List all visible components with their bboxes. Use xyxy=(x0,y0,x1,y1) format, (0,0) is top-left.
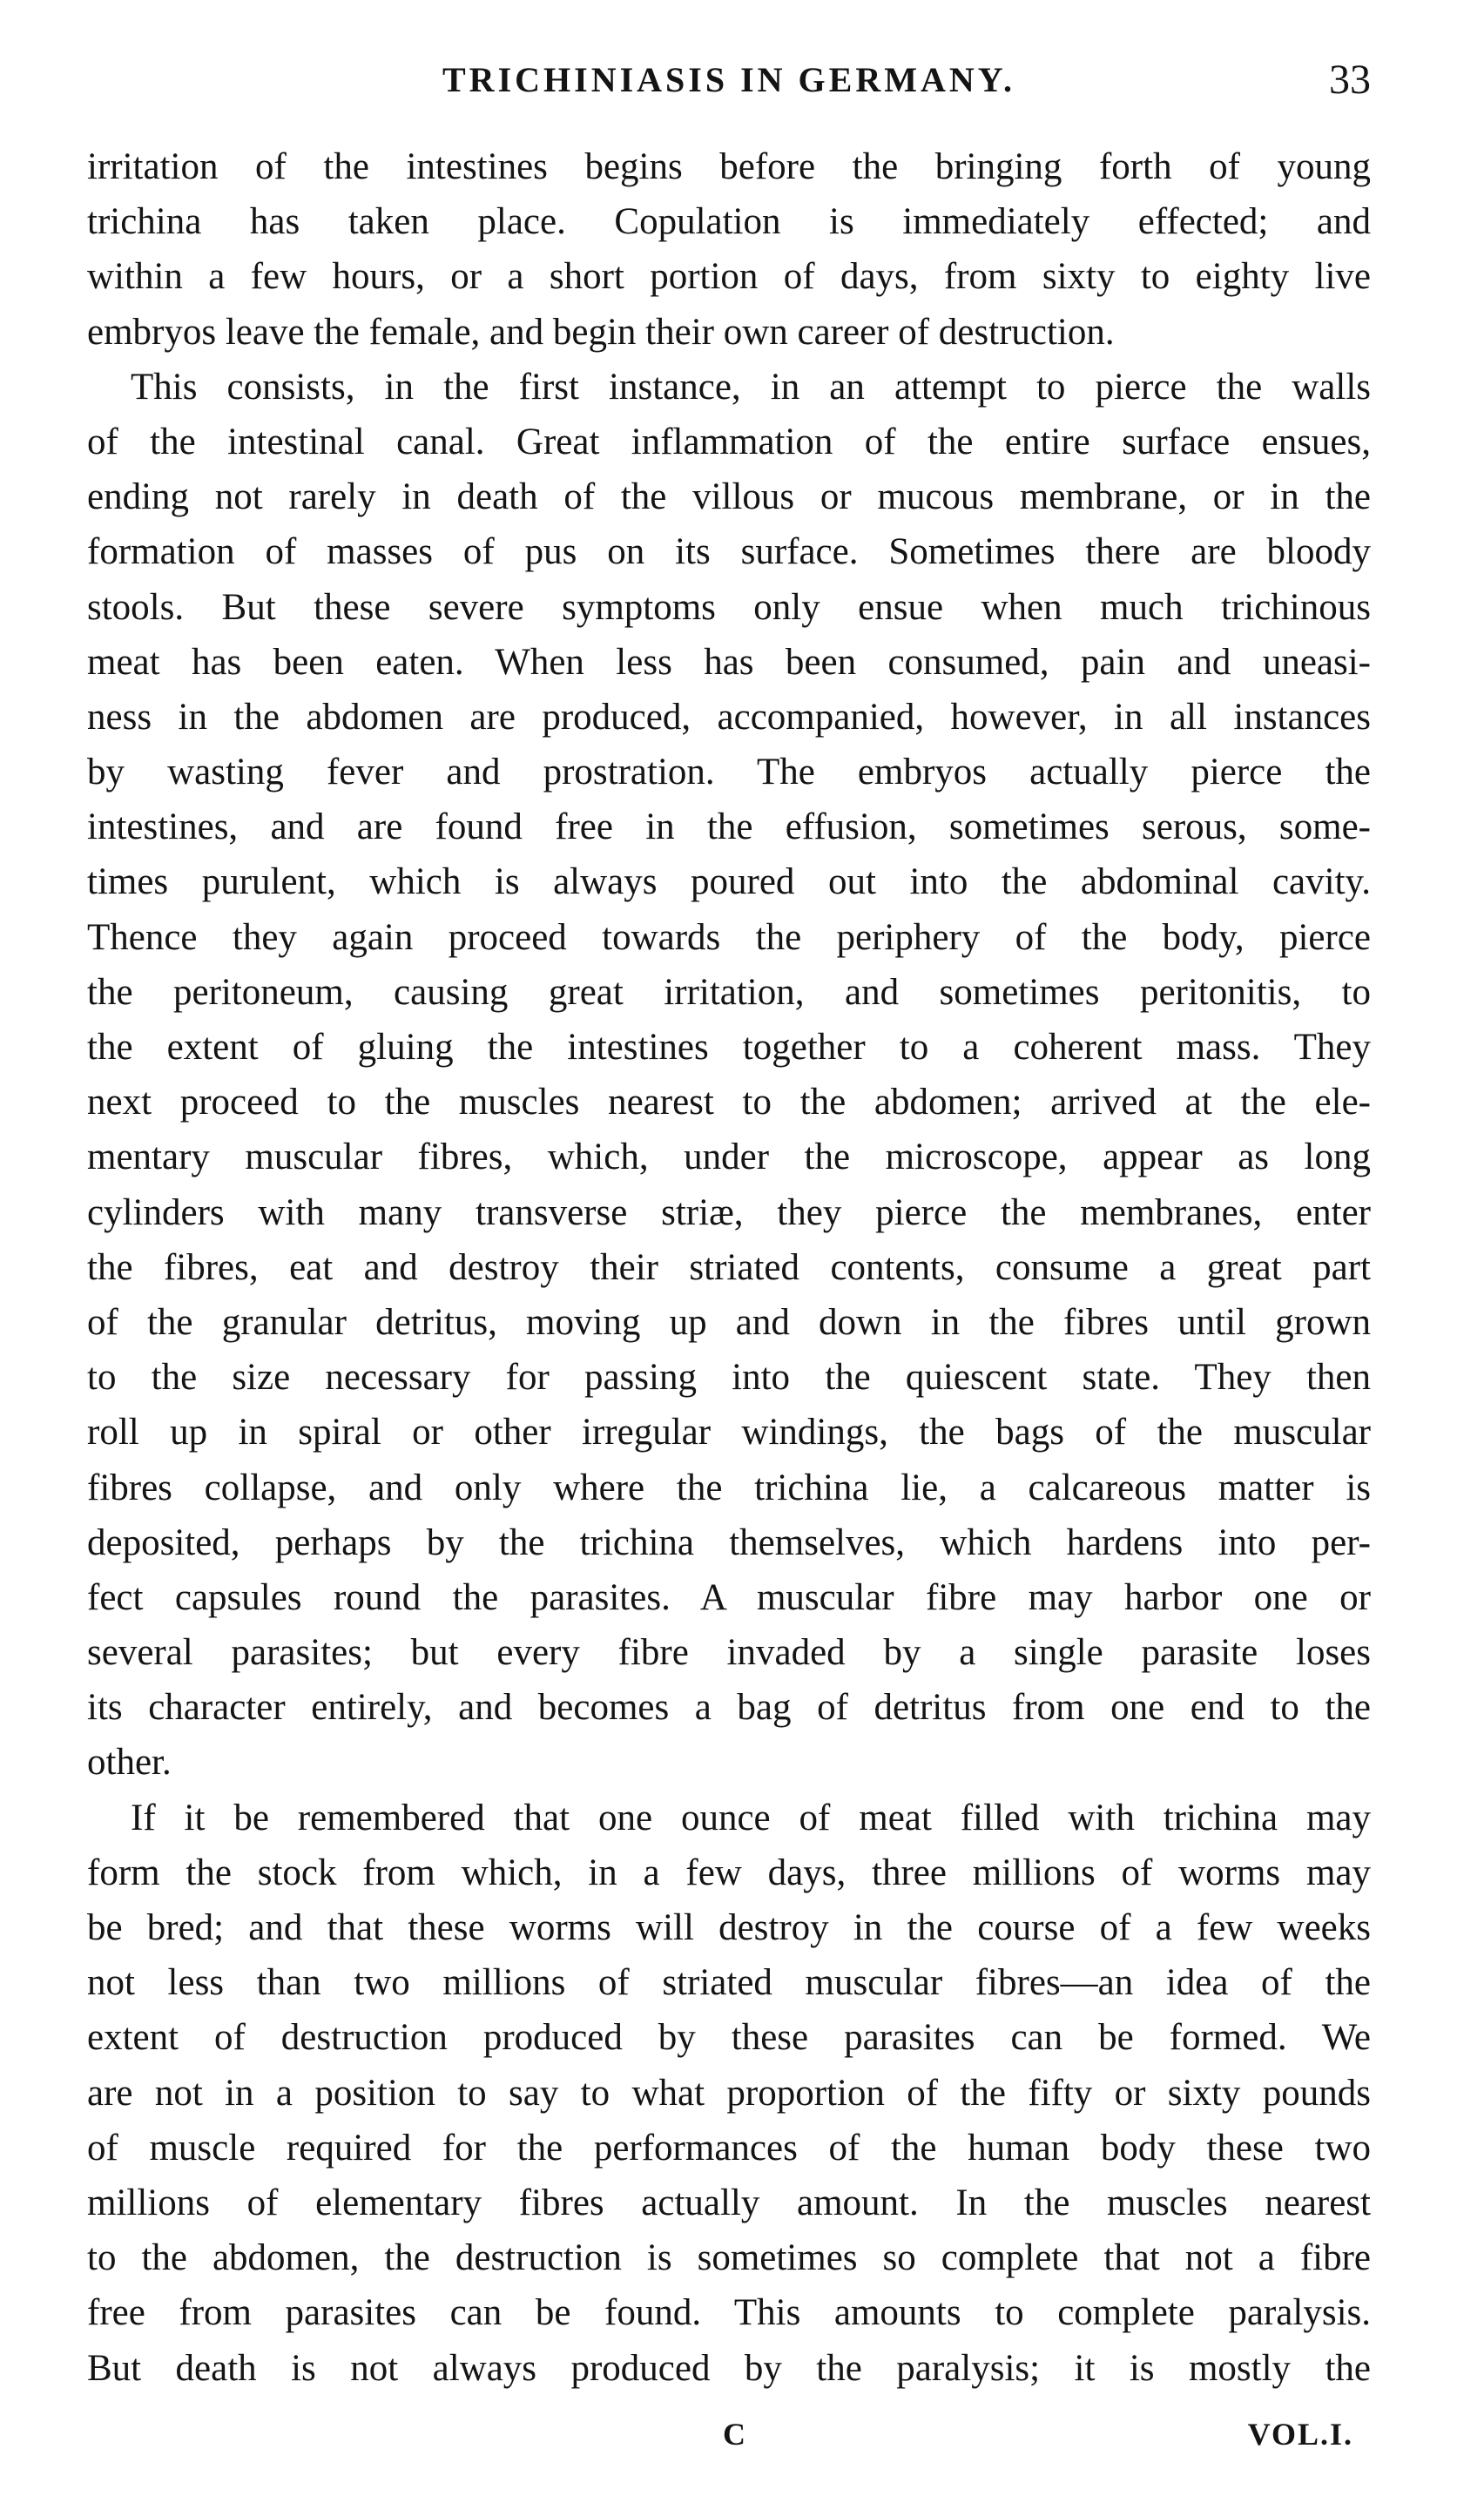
text-line: ness in the abdomen are produced, accompanied, however, in all instances xyxy=(87,696,1371,738)
body-text xyxy=(87,139,1371,2396)
text-line: be bred; and that these worms will destroy in the course of a few weeks xyxy=(87,1907,1371,1948)
text-line: times purulent, which is always poured out into the abdominal cavity. xyxy=(87,861,1371,903)
text-line: are not in a position to say to what proportion of the fifty or sixty pounds xyxy=(87,2072,1371,2114)
paragraph xyxy=(87,1791,1371,2396)
page-number: 33 xyxy=(1329,57,1371,103)
text-line: within a few hours, or a short portion of days, from sixty to eighty live xyxy=(87,256,1371,298)
text-line: trichina has taken place. Copulation is immediately effected; and xyxy=(87,201,1371,243)
text-line: fect capsules round the parasites. A muscular fibre may harbor one or xyxy=(87,1576,1371,1618)
text-line: But death is not always produced by the paralysis; it is mostly the xyxy=(87,2347,1371,2389)
text-line: other. xyxy=(87,1742,172,1784)
text-line: millions of elementary fibres actually amount. In the muscles nearest xyxy=(87,2182,1371,2223)
text-line: not less than two millions of striated muscular fibres—an idea of the xyxy=(87,1962,1371,2004)
text-line: next proceed to the muscles nearest to the abdomen; arrived at the ele- xyxy=(87,1082,1371,1123)
text-line: roll up in spiral or other irregular windings, the bags of the muscular xyxy=(87,1412,1371,1454)
text-line: of the granular detritus, moving up and down in the fibres until grown xyxy=(87,1301,1371,1343)
text-line: deposited, perhaps by the trichina themselves, which hardens into per- xyxy=(87,1521,1371,1563)
text-line: to the abdomen, the destruction is sometimes so complete that not a fibre xyxy=(87,2237,1371,2279)
text-line: ending not rarely in death of the villous or mucous membrane, or in the xyxy=(87,476,1371,518)
text-line: of the intestinal canal. Great inflammation of the entire surface ensues, xyxy=(87,421,1371,462)
text-line: the peritoneum, causing great irritation, and sometimes peritonitis, to xyxy=(87,971,1371,1013)
text-line: irritation of the intestines begins before the bringing forth of young xyxy=(87,146,1371,187)
paragraph xyxy=(87,360,1371,1791)
page-footer xyxy=(87,2412,1371,2456)
text-line: to the size necessary for passing into the quiescent state. They then xyxy=(87,1357,1371,1399)
text-line: the extent of gluing the intestines together to a coherent mass. They xyxy=(87,1027,1371,1068)
text-line: mentary muscular fibres, which, under the microscope, appear as long xyxy=(87,1137,1371,1178)
text-line: free from parasites can be found. This amounts to complete paralysis. xyxy=(87,2292,1371,2334)
signature-mark: C xyxy=(723,2417,745,2452)
running-title: TRICHINIASIS IN GERMANY. xyxy=(442,60,1015,99)
text-line: of muscle required for the performances of the human body these two xyxy=(87,2127,1371,2169)
text-line: embryos leave the female, and begin their own career of destruction. xyxy=(87,311,1115,353)
text-line: meat has been eaten. When less has been consumed, pain and uneasi- xyxy=(87,641,1371,683)
text-line: fibres collapse, and only where the trichina lie, a calcareous matter is xyxy=(87,1467,1371,1508)
text-line: form the stock from which, in a few days, three millions of worms may xyxy=(87,1852,1371,1893)
text-line: several parasites; but every fibre invaded by a single parasite loses xyxy=(87,1632,1371,1674)
text-line: This consists, in the first instance, in an attempt to pierce the walls xyxy=(131,366,1371,408)
text-line: cylinders with many transverse striæ, they pierce the membranes, enter xyxy=(87,1191,1371,1233)
text-line: intestines, and are found free in the effusion, sometimes serous, some- xyxy=(87,806,1371,848)
text-line: extent of destruction produced by these parasites can be formed. We xyxy=(87,2017,1371,2059)
text-line: Thence they again proceed towards the periphery of the body, pierce xyxy=(87,916,1371,958)
paragraph xyxy=(87,139,1371,360)
text-line: If it be remembered that one ounce of meat filled with trichina may xyxy=(131,1797,1371,1838)
text-line: by wasting fever and prostration. The embryos actually pierce the xyxy=(87,752,1371,793)
volume-mark: VOL.I. xyxy=(1247,2417,1353,2452)
running-head xyxy=(87,54,1371,106)
text-line: the fibres, eat and destroy their striated contents, consume a great part xyxy=(87,1246,1371,1288)
text-line: its character entirely, and becomes a bag of detritus from one end to the xyxy=(87,1687,1371,1729)
text-line: formation of masses of pus on its surface. Sometimes there are bloody xyxy=(87,531,1371,573)
text-line: stools. But these severe symptoms only ensue when much trichinous xyxy=(87,586,1371,628)
